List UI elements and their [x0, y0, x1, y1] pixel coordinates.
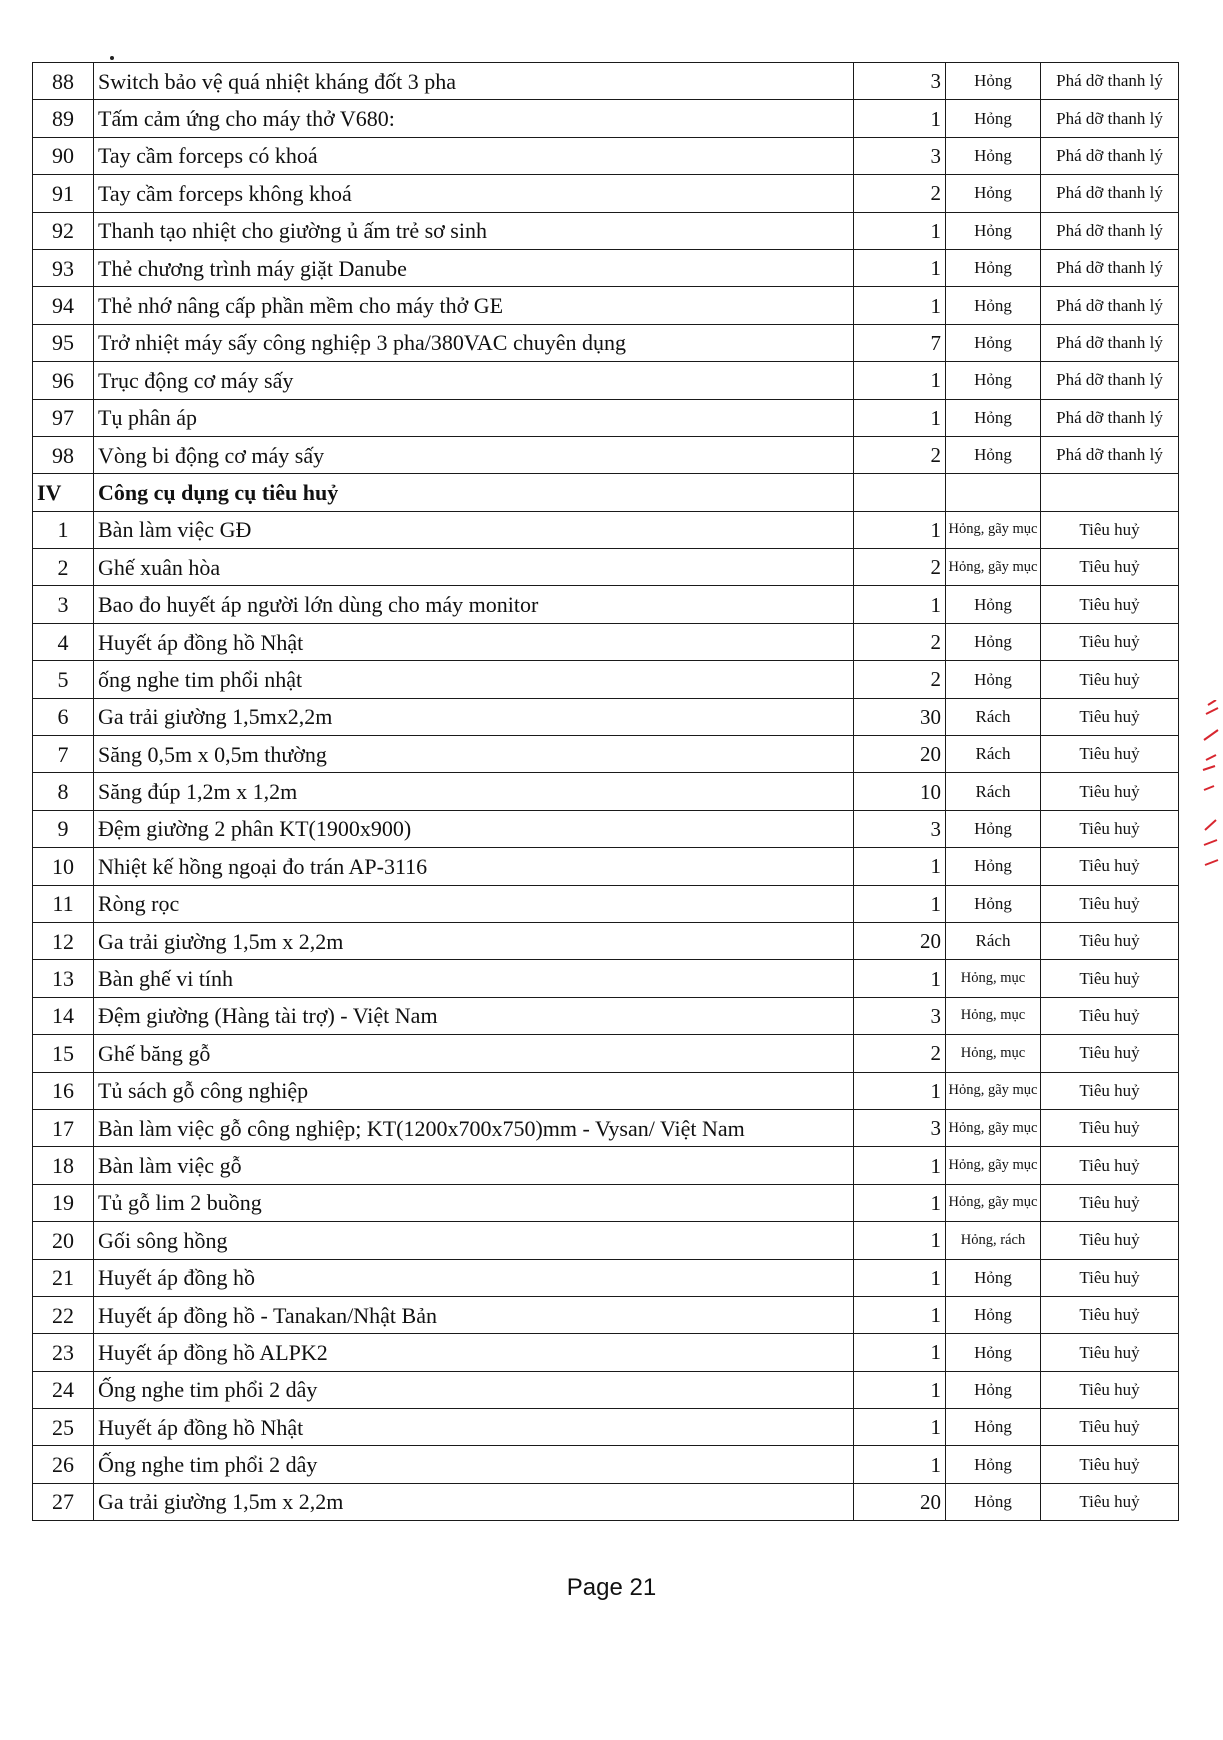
row-number-cell: 24 [33, 1371, 94, 1408]
table-row [33, 623, 1179, 660]
quantity-cell: 1 [854, 885, 946, 922]
table-row [33, 848, 1179, 885]
status-cell: Hỏng [946, 249, 1041, 286]
row-number-cell: 19 [33, 1184, 94, 1221]
status-cell: Hỏng, gãy mục [946, 1147, 1041, 1184]
action-cell: Phá dỡ thanh lý [1041, 287, 1179, 324]
table-row [33, 997, 1179, 1034]
action-cell: Phá dỡ thanh lý [1041, 399, 1179, 436]
item-name-cell: Trục động cơ máy sấy [94, 362, 854, 399]
status-cell: Hỏng, mục [946, 1035, 1041, 1072]
status-cell: Hỏng, rách [946, 1222, 1041, 1259]
quantity-cell: 3 [854, 63, 946, 100]
quantity-cell: 1 [854, 848, 946, 885]
item-name-cell: Ghế xuân hòa [94, 549, 854, 586]
status-cell: Hỏng [946, 885, 1041, 922]
action-cell: Phá dỡ thanh lý [1041, 137, 1179, 174]
action-cell: Tiêu huỷ [1041, 1222, 1179, 1259]
status-cell: Hỏng [946, 1334, 1041, 1371]
item-name-cell: ống nghe tim phổi nhật [94, 661, 854, 698]
status-cell: Hỏng, gãy mục [946, 1072, 1041, 1109]
table-row [33, 63, 1179, 100]
status-cell: Hỏng, gãy mục [946, 1184, 1041, 1221]
item-name-cell: Huyết áp đồng hồ [94, 1259, 854, 1296]
item-name-cell: Bao đo huyết áp người lớn dùng cho máy monitor [94, 586, 854, 623]
row-number-cell: 90 [33, 137, 94, 174]
item-name-cell: Đệm giường 2 phân KT(1900x900) [94, 810, 854, 847]
action-cell: Tiêu huỷ [1041, 997, 1179, 1034]
status-cell: Hỏng, gãy mục [946, 1109, 1041, 1146]
quantity-cell: 20 [854, 922, 946, 959]
quantity-cell: 20 [854, 1483, 946, 1520]
item-name-cell: Nhiệt kế hồng ngoại đo trán AP-3116 [94, 848, 854, 885]
status-cell: Hỏng [946, 100, 1041, 137]
section-header-row [33, 474, 1179, 511]
action-cell: Phá dỡ thanh lý [1041, 212, 1179, 249]
status-cell: Rách [946, 922, 1041, 959]
row-number-cell: 18 [33, 1147, 94, 1184]
table-row [33, 1184, 1179, 1221]
row-number-cell: 27 [33, 1483, 94, 1520]
table-row [33, 137, 1179, 174]
status-cell: Hỏng [946, 436, 1041, 473]
item-name-cell: Bàn làm việc gỗ công nghiệp; KT(1200x700x750)mm - Vysan/ Việt Nam [94, 1109, 854, 1146]
table-row [33, 586, 1179, 623]
action-cell: Tiêu huỷ [1041, 661, 1179, 698]
row-number-cell: 1 [33, 511, 94, 548]
item-name-cell: Switch bảo vệ quá nhiệt kháng đốt 3 pha [94, 63, 854, 100]
table-row [33, 736, 1179, 773]
table-row [33, 212, 1179, 249]
action-cell: Tiêu huỷ [1041, 1371, 1179, 1408]
status-cell: Hỏng [946, 1483, 1041, 1520]
quantity-cell: 1 [854, 399, 946, 436]
row-number-cell: 17 [33, 1109, 94, 1146]
table-row [33, 511, 1179, 548]
table-row [33, 249, 1179, 286]
status-cell: Hỏng [946, 1409, 1041, 1446]
item-name-cell: Ghế băng gỗ [94, 1035, 854, 1072]
table-row [33, 661, 1179, 698]
quantity-cell: 2 [854, 175, 946, 212]
row-number-cell: 89 [33, 100, 94, 137]
item-name-cell: Săng đúp 1,2m x 1,2m [94, 773, 854, 810]
table-row [33, 1409, 1179, 1446]
page-number: Page 21 [566, 1574, 657, 1601]
row-number-cell: 9 [33, 810, 94, 847]
table-row [33, 1334, 1179, 1371]
quantity-cell: 1 [854, 1371, 946, 1408]
item-name-cell: Săng 0,5m x 0,5m thường [94, 736, 854, 773]
quantity-cell: 2 [854, 549, 946, 586]
table-row [33, 399, 1179, 436]
quantity-cell: 1 [854, 586, 946, 623]
item-name-cell: Công cụ dụng cụ tiêu huỷ [94, 474, 854, 511]
status-cell: Hỏng [946, 661, 1041, 698]
quantity-cell: 3 [854, 137, 946, 174]
action-cell: Tiêu huỷ [1041, 1409, 1179, 1446]
table-row [33, 1072, 1179, 1109]
row-number-cell: 13 [33, 960, 94, 997]
quantity-cell: 2 [854, 661, 946, 698]
row-number-cell: 96 [33, 362, 94, 399]
table-row [33, 1483, 1179, 1520]
quantity-cell: 1 [854, 1296, 946, 1333]
status-cell: Hỏng, mục [946, 960, 1041, 997]
quantity-cell: 2 [854, 623, 946, 660]
table-row [33, 698, 1179, 735]
item-name-cell: Ga trải giường 1,5m x 2,2m [94, 1483, 854, 1520]
status-cell: Hỏng [946, 1371, 1041, 1408]
action-cell: Tiêu huỷ [1041, 960, 1179, 997]
action-cell: Phá dỡ thanh lý [1041, 362, 1179, 399]
status-cell: Hỏng [946, 175, 1041, 212]
status-cell: Hỏng [946, 1446, 1041, 1483]
action-cell: Phá dỡ thanh lý [1041, 63, 1179, 100]
status-cell: Hỏng [946, 324, 1041, 361]
action-cell: Tiêu huỷ [1041, 698, 1179, 735]
row-number-cell: 92 [33, 212, 94, 249]
item-name-cell: Tay cầm forceps không khoá [94, 175, 854, 212]
row-number-cell: 10 [33, 848, 94, 885]
row-number-cell: 6 [33, 698, 94, 735]
row-number-cell: 97 [33, 399, 94, 436]
quantity-cell: 1 [854, 249, 946, 286]
quantity-cell: 20 [854, 736, 946, 773]
item-name-cell: Bàn ghế vi tính [94, 960, 854, 997]
row-number-cell: 95 [33, 324, 94, 361]
table-row [33, 549, 1179, 586]
table-row [33, 287, 1179, 324]
item-name-cell: Bàn làm việc gỗ [94, 1147, 854, 1184]
action-cell: Tiêu huỷ [1041, 885, 1179, 922]
table-row [33, 1035, 1179, 1072]
item-name-cell: Ống nghe tim phổi 2 dây [94, 1446, 854, 1483]
quantity-cell: 3 [854, 997, 946, 1034]
status-cell: Hỏng [946, 623, 1041, 660]
row-number-cell: 98 [33, 436, 94, 473]
action-cell: Tiêu huỷ [1041, 810, 1179, 847]
status-cell: Hỏng, gãy mục [946, 511, 1041, 548]
status-cell: Hỏng [946, 1259, 1041, 1296]
table-row [33, 922, 1179, 959]
item-name-cell: Ròng rọc [94, 885, 854, 922]
quantity-cell: 1 [854, 511, 946, 548]
quantity-cell: 1 [854, 287, 946, 324]
bullet-mark [110, 56, 114, 60]
item-name-cell: Đệm giường (Hàng tài trợ) - Việt Nam [94, 997, 854, 1034]
action-cell: Tiêu huỷ [1041, 736, 1179, 773]
status-cell: Hỏng [946, 586, 1041, 623]
status-cell: Rách [946, 698, 1041, 735]
action-cell: Phá dỡ thanh lý [1041, 100, 1179, 137]
action-cell [1041, 474, 1179, 511]
action-cell: Tiêu huỷ [1041, 586, 1179, 623]
quantity-cell: 1 [854, 1259, 946, 1296]
quantity-cell: 1 [854, 1222, 946, 1259]
row-number-cell: 22 [33, 1296, 94, 1333]
quantity-cell: 1 [854, 1334, 946, 1371]
item-name-cell: Ống nghe tim phổi 2 dây [94, 1371, 854, 1408]
table-row [33, 810, 1179, 847]
item-name-cell: Bàn làm việc GĐ [94, 511, 854, 548]
quantity-cell: 1 [854, 100, 946, 137]
row-number-cell: 93 [33, 249, 94, 286]
quantity-cell: 1 [854, 1446, 946, 1483]
row-number-cell: 94 [33, 287, 94, 324]
inventory-table-body [33, 63, 1179, 1521]
inventory-table [32, 62, 1179, 1521]
quantity-cell: 1 [854, 1409, 946, 1446]
action-cell: Tiêu huỷ [1041, 1035, 1179, 1072]
table-row [33, 773, 1179, 810]
quantity-cell: 2 [854, 436, 946, 473]
action-cell: Phá dỡ thanh lý [1041, 175, 1179, 212]
row-number-cell: 8 [33, 773, 94, 810]
table-row [33, 175, 1179, 212]
table-row [33, 1109, 1179, 1146]
table-row [33, 1147, 1179, 1184]
action-cell: Tiêu huỷ [1041, 511, 1179, 548]
status-cell: Hỏng [946, 137, 1041, 174]
row-number-cell: 88 [33, 63, 94, 100]
stamp-fragment-mark [1200, 700, 1220, 900]
row-number-cell: 15 [33, 1035, 94, 1072]
item-name-cell: Tay cầm forceps có khoá [94, 137, 854, 174]
row-number-cell: 7 [33, 736, 94, 773]
action-cell: Tiêu huỷ [1041, 623, 1179, 660]
item-name-cell: Tấm cảm ứng cho máy thở V680: [94, 100, 854, 137]
table-row [33, 1446, 1179, 1483]
item-name-cell: Huyết áp đồng hồ Nhật [94, 1409, 854, 1446]
status-cell: Hỏng [946, 212, 1041, 249]
table-row [33, 960, 1179, 997]
row-number-cell: IV [33, 474, 94, 511]
item-name-cell: Thanh tạo nhiệt cho giường ủ ấm trẻ sơ sinh [94, 212, 854, 249]
action-cell: Tiêu huỷ [1041, 1446, 1179, 1483]
item-name-cell: Tủ gỗ lim 2 buồng [94, 1184, 854, 1221]
quantity-cell: 1 [854, 1147, 946, 1184]
row-number-cell: 11 [33, 885, 94, 922]
row-number-cell: 2 [33, 549, 94, 586]
row-number-cell: 14 [33, 997, 94, 1034]
item-name-cell: Thẻ chương trình máy giặt Danube [94, 249, 854, 286]
row-number-cell: 25 [33, 1409, 94, 1446]
table-row [33, 1259, 1179, 1296]
quantity-cell: 2 [854, 1035, 946, 1072]
row-number-cell: 5 [33, 661, 94, 698]
action-cell: Phá dỡ thanh lý [1041, 436, 1179, 473]
quantity-cell: 1 [854, 362, 946, 399]
row-number-cell: 12 [33, 922, 94, 959]
item-name-cell: Vòng bi động cơ máy sấy [94, 436, 854, 473]
table-row [33, 100, 1179, 137]
action-cell: Tiêu huỷ [1041, 1147, 1179, 1184]
item-name-cell: Thẻ nhớ nâng cấp phần mềm cho máy thở GE [94, 287, 854, 324]
status-cell: Hỏng, mục [946, 997, 1041, 1034]
item-name-cell: Huyết áp đồng hồ ALPK2 [94, 1334, 854, 1371]
row-number-cell: 21 [33, 1259, 94, 1296]
quantity-cell: 1 [854, 960, 946, 997]
row-number-cell: 3 [33, 586, 94, 623]
action-cell: Tiêu huỷ [1041, 1072, 1179, 1109]
item-name-cell: Tủ sách gỗ công nghiệp [94, 1072, 854, 1109]
action-cell: Phá dỡ thanh lý [1041, 249, 1179, 286]
action-cell: Phá dỡ thanh lý [1041, 324, 1179, 361]
row-number-cell: 16 [33, 1072, 94, 1109]
status-cell [946, 474, 1041, 511]
quantity-cell: 3 [854, 810, 946, 847]
action-cell: Tiêu huỷ [1041, 1109, 1179, 1146]
status-cell: Hỏng [946, 848, 1041, 885]
action-cell: Tiêu huỷ [1041, 848, 1179, 885]
action-cell: Tiêu huỷ [1041, 1334, 1179, 1371]
table-row [33, 1296, 1179, 1333]
quantity-cell: 1 [854, 1184, 946, 1221]
quantity-cell: 7 [854, 324, 946, 361]
action-cell: Tiêu huỷ [1041, 549, 1179, 586]
table-row [33, 1371, 1179, 1408]
table-row [33, 324, 1179, 361]
item-name-cell: Huyết áp đồng hồ Nhật [94, 623, 854, 660]
table-row [33, 362, 1179, 399]
item-name-cell: Tụ phân áp [94, 399, 854, 436]
item-name-cell: Gối sông hồng [94, 1222, 854, 1259]
action-cell: Tiêu huỷ [1041, 1483, 1179, 1520]
table-row [33, 1222, 1179, 1259]
status-cell: Hỏng [946, 362, 1041, 399]
row-number-cell: 23 [33, 1334, 94, 1371]
row-number-cell: 26 [33, 1446, 94, 1483]
table-row [33, 436, 1179, 473]
row-number-cell: 4 [33, 623, 94, 660]
row-number-cell: 20 [33, 1222, 94, 1259]
status-cell: Hỏng [946, 399, 1041, 436]
action-cell: Tiêu huỷ [1041, 1259, 1179, 1296]
item-name-cell: Ga trải giường 1,5mx2,2m [94, 698, 854, 735]
quantity-cell [854, 474, 946, 511]
status-cell: Hỏng [946, 1296, 1041, 1333]
status-cell: Hỏng [946, 63, 1041, 100]
action-cell: Tiêu huỷ [1041, 1296, 1179, 1333]
item-name-cell: Ga trải giường 1,5m x 2,2m [94, 922, 854, 959]
quantity-cell: 10 [854, 773, 946, 810]
table-row [33, 885, 1179, 922]
status-cell: Rách [946, 736, 1041, 773]
status-cell: Hỏng [946, 810, 1041, 847]
item-name-cell: Trở nhiệt máy sấy công nghiệp 3 pha/380VAC chuyên dụng [94, 324, 854, 361]
item-name-cell: Huyết áp đồng hồ - Tanakan/Nhật Bản [94, 1296, 854, 1333]
quantity-cell: 1 [854, 1072, 946, 1109]
quantity-cell: 3 [854, 1109, 946, 1146]
action-cell: Tiêu huỷ [1041, 773, 1179, 810]
action-cell: Tiêu huỷ [1041, 1184, 1179, 1221]
quantity-cell: 1 [854, 212, 946, 249]
status-cell: Hỏng [946, 287, 1041, 324]
action-cell: Tiêu huỷ [1041, 922, 1179, 959]
quantity-cell: 30 [854, 698, 946, 735]
row-number-cell: 91 [33, 175, 94, 212]
status-cell: Rách [946, 773, 1041, 810]
status-cell: Hỏng, gãy mục [946, 549, 1041, 586]
